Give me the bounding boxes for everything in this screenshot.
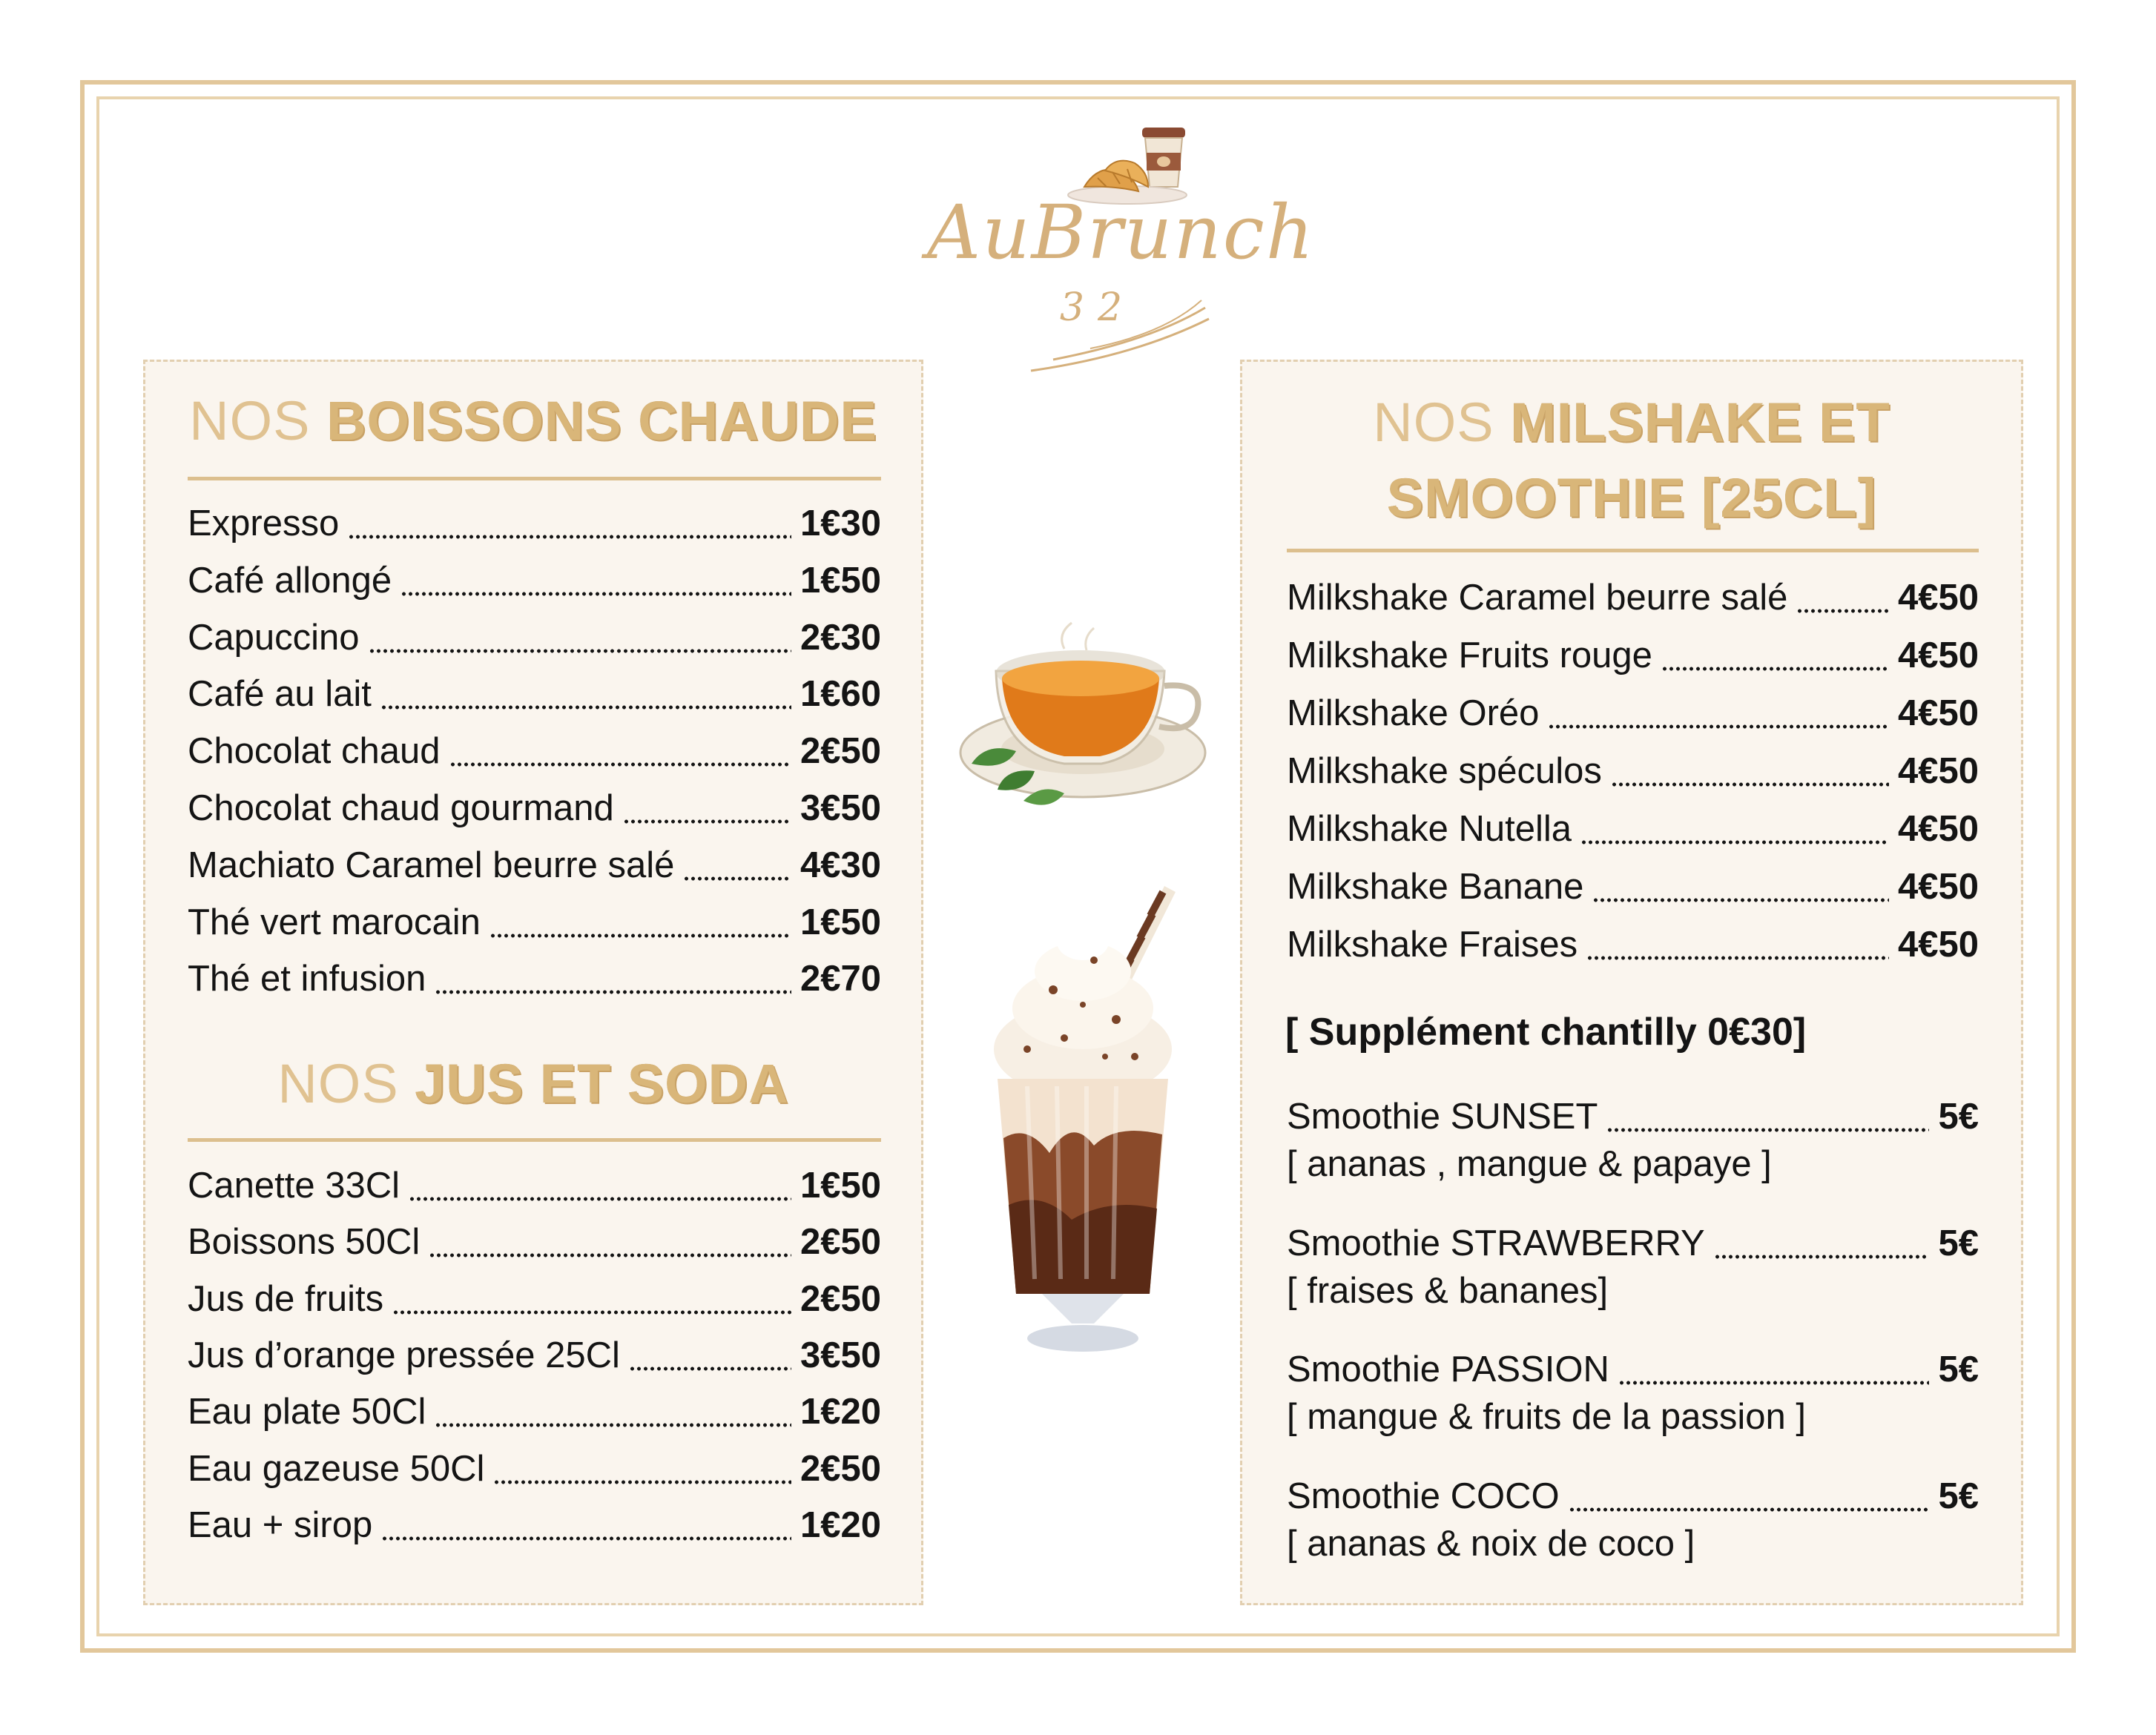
item-name: Smoothie COCO: [1287, 1475, 1560, 1516]
item-name: Café allongé: [188, 560, 392, 601]
item-name: Eau plate 50Cl: [188, 1392, 426, 1432]
item-price: 1€60: [800, 674, 881, 715]
item-name: Milkshake Fraises: [1287, 925, 1578, 965]
item-name: Milkshake Nutella: [1287, 809, 1572, 849]
milkshake-heading-line2: [1240, 461, 2023, 535]
dot-leader: [1592, 898, 1889, 902]
supplement-note: [ Supplément chantilly 0€30]: [1285, 1011, 1807, 1054]
brand-number: 32: [1059, 285, 1136, 330]
item-price: 2€70: [800, 959, 881, 999]
item-name: Milkshake Oréo: [1287, 693, 1540, 733]
item-name: Milkshake Banane: [1287, 867, 1584, 907]
hot-drink-row: [188, 495, 881, 552]
milkshake-row: [1287, 685, 1979, 741]
item-price: 5€: [1938, 1223, 1979, 1263]
dot-leader: [381, 1536, 791, 1541]
item-price: 2€50: [800, 1448, 881, 1489]
dot-leader: [400, 592, 791, 596]
heading-bold: MILSHAKE ET: [1510, 391, 1890, 453]
item-name: Machiato Caramel beurre salé: [188, 845, 675, 885]
heading-divider: [1287, 549, 1979, 552]
milkshake-heading-line1: [1240, 386, 2023, 460]
smoothie-row: [1287, 1088, 1979, 1145]
item-name: Thé et infusion: [188, 959, 426, 999]
juice-row: [188, 1271, 881, 1327]
dot-leader: [429, 1253, 791, 1258]
heading-bold: BOISSONS CHAUDE: [326, 390, 877, 452]
smoothie-ingredients: [ mangue & fruits de la passion ]: [1287, 1397, 1806, 1437]
item-name: Canette 33Cl: [188, 1166, 400, 1206]
item-price: 4€50: [1897, 635, 1979, 675]
item-price: 4€50: [1897, 867, 1979, 907]
dot-leader: [489, 933, 791, 938]
item-price: 2€30: [800, 617, 881, 658]
dot-leader: [683, 876, 791, 881]
hot-drink-row: [188, 552, 881, 609]
item-price: 1€30: [800, 503, 881, 543]
dot-leader: [1661, 667, 1889, 671]
juice-row: [188, 1384, 881, 1440]
item-price: 1€20: [800, 1504, 881, 1545]
heading-light: NOS: [189, 390, 311, 452]
item-price: 1€50: [800, 902, 881, 942]
milkshake-row: [1287, 569, 1979, 626]
item-price: 1€50: [800, 1166, 881, 1206]
hot-drink-row: [188, 723, 881, 779]
item-price: 2€50: [800, 1222, 881, 1263]
smoothie-row: [1287, 1215, 1979, 1272]
item-name: Smoothie STRAWBERRY: [1287, 1223, 1705, 1263]
heading-divider: [188, 1138, 881, 1142]
dot-leader: [1606, 1128, 1929, 1132]
item-name: Chocolat chaud gourmand: [188, 788, 614, 828]
milkshake-row: [1287, 801, 1979, 857]
milkshake-row: [1287, 743, 1979, 799]
dot-leader: [1548, 724, 1889, 729]
juices-heading: [143, 1047, 923, 1121]
item-price: 4€50: [1897, 925, 1979, 965]
smoothie-ingredients: [ ananas , mangue & papaye ]: [1287, 1144, 1772, 1184]
juice-row: [188, 1214, 881, 1270]
dot-leader: [1586, 956, 1889, 960]
milkshake-row: [1287, 627, 1979, 684]
dot-leader: [348, 535, 791, 539]
item-name: Eau gazeuse 50Cl: [188, 1448, 485, 1489]
smoothie-row: [1287, 1341, 1979, 1398]
item-name: Milkshake spéculos: [1287, 751, 1602, 791]
item-name: Chocolat chaud: [188, 731, 441, 772]
dot-leader: [435, 1423, 791, 1427]
hot-drinks-heading: [143, 384, 923, 458]
dot-leader: [449, 762, 791, 767]
item-price: 4€50: [1897, 693, 1979, 733]
item-name: Thé vert marocain: [188, 902, 481, 942]
milkshake-row: [1287, 916, 1979, 973]
item-name: Expresso: [188, 503, 340, 543]
dot-leader: [369, 649, 791, 653]
tea-cup-illustration: [953, 604, 1213, 819]
item-name: Café au lait: [188, 674, 372, 715]
item-price: 2€50: [800, 731, 881, 772]
item-price: 2€50: [800, 1278, 881, 1319]
dot-leader: [1569, 1507, 1930, 1512]
item-name: Boissons 50Cl: [188, 1222, 421, 1263]
item-price: 4€50: [1897, 751, 1979, 791]
dot-leader: [380, 705, 791, 710]
hot-drink-row: [188, 666, 881, 722]
item-name: Milkshake Caramel beurre salé: [1287, 578, 1788, 618]
dot-leader: [435, 990, 791, 994]
dot-leader: [1611, 782, 1889, 787]
dot-leader: [1796, 609, 1889, 613]
heading-bold: JUS ET SODA: [415, 1053, 789, 1114]
hot-drink-row: [188, 837, 881, 893]
item-price: 3€50: [800, 1335, 881, 1375]
item-price: 5€: [1938, 1349, 1979, 1389]
dot-leader: [1618, 1381, 1930, 1385]
item-name: Milkshake Fruits rouge: [1287, 635, 1652, 675]
item-name: Jus d’orange pressée 25Cl: [188, 1335, 620, 1375]
milkshake-illustration: [983, 879, 1183, 1353]
item-price: 4€50: [1897, 809, 1979, 849]
juice-row: [188, 1441, 881, 1497]
smoothie-ingredients: [ fraises & bananes]: [1287, 1270, 1609, 1311]
milkshake-row: [1287, 859, 1979, 915]
juice-row: [188, 1157, 881, 1214]
dot-leader: [392, 1310, 791, 1315]
dot-leader: [1714, 1255, 1930, 1259]
item-name: Smoothie PASSION: [1287, 1349, 1609, 1389]
item-price: 1€50: [800, 560, 881, 601]
dot-leader: [629, 1366, 791, 1371]
dot-leader: [493, 1480, 791, 1484]
hot-drink-row: [188, 609, 881, 666]
item-price: 4€50: [1897, 578, 1979, 618]
item-name: Jus de fruits: [188, 1278, 384, 1319]
hot-drink-row: [188, 780, 881, 836]
item-price: 5€: [1938, 1097, 1979, 1137]
item-price: 1€20: [800, 1392, 881, 1432]
smoothie-ingredients: [ ananas & noix de coco ]: [1287, 1523, 1695, 1564]
juice-row: [188, 1497, 881, 1553]
item-name: Capuccino: [188, 617, 360, 658]
item-price: 5€: [1938, 1475, 1979, 1516]
dot-leader: [623, 819, 791, 824]
dot-leader: [1580, 840, 1889, 845]
item-price: 4€30: [800, 845, 881, 885]
item-name: Eau + sirop: [188, 1504, 373, 1545]
heading-bold: SMOOTHIE [25CL]: [1386, 467, 1877, 529]
hot-drink-row: [188, 951, 881, 1007]
item-name: Smoothie SUNSET: [1287, 1097, 1598, 1137]
heading-divider: [188, 477, 881, 480]
smoothie-row: [1287, 1468, 1979, 1524]
dot-leader: [409, 1197, 791, 1201]
item-price: 3€50: [800, 788, 881, 828]
heading-light: NOS: [1373, 391, 1494, 453]
brand-name: AuBrunch: [927, 189, 1316, 276]
juice-row: [188, 1327, 881, 1384]
heading-light: NOS: [277, 1053, 399, 1114]
hot-drink-row: [188, 894, 881, 951]
